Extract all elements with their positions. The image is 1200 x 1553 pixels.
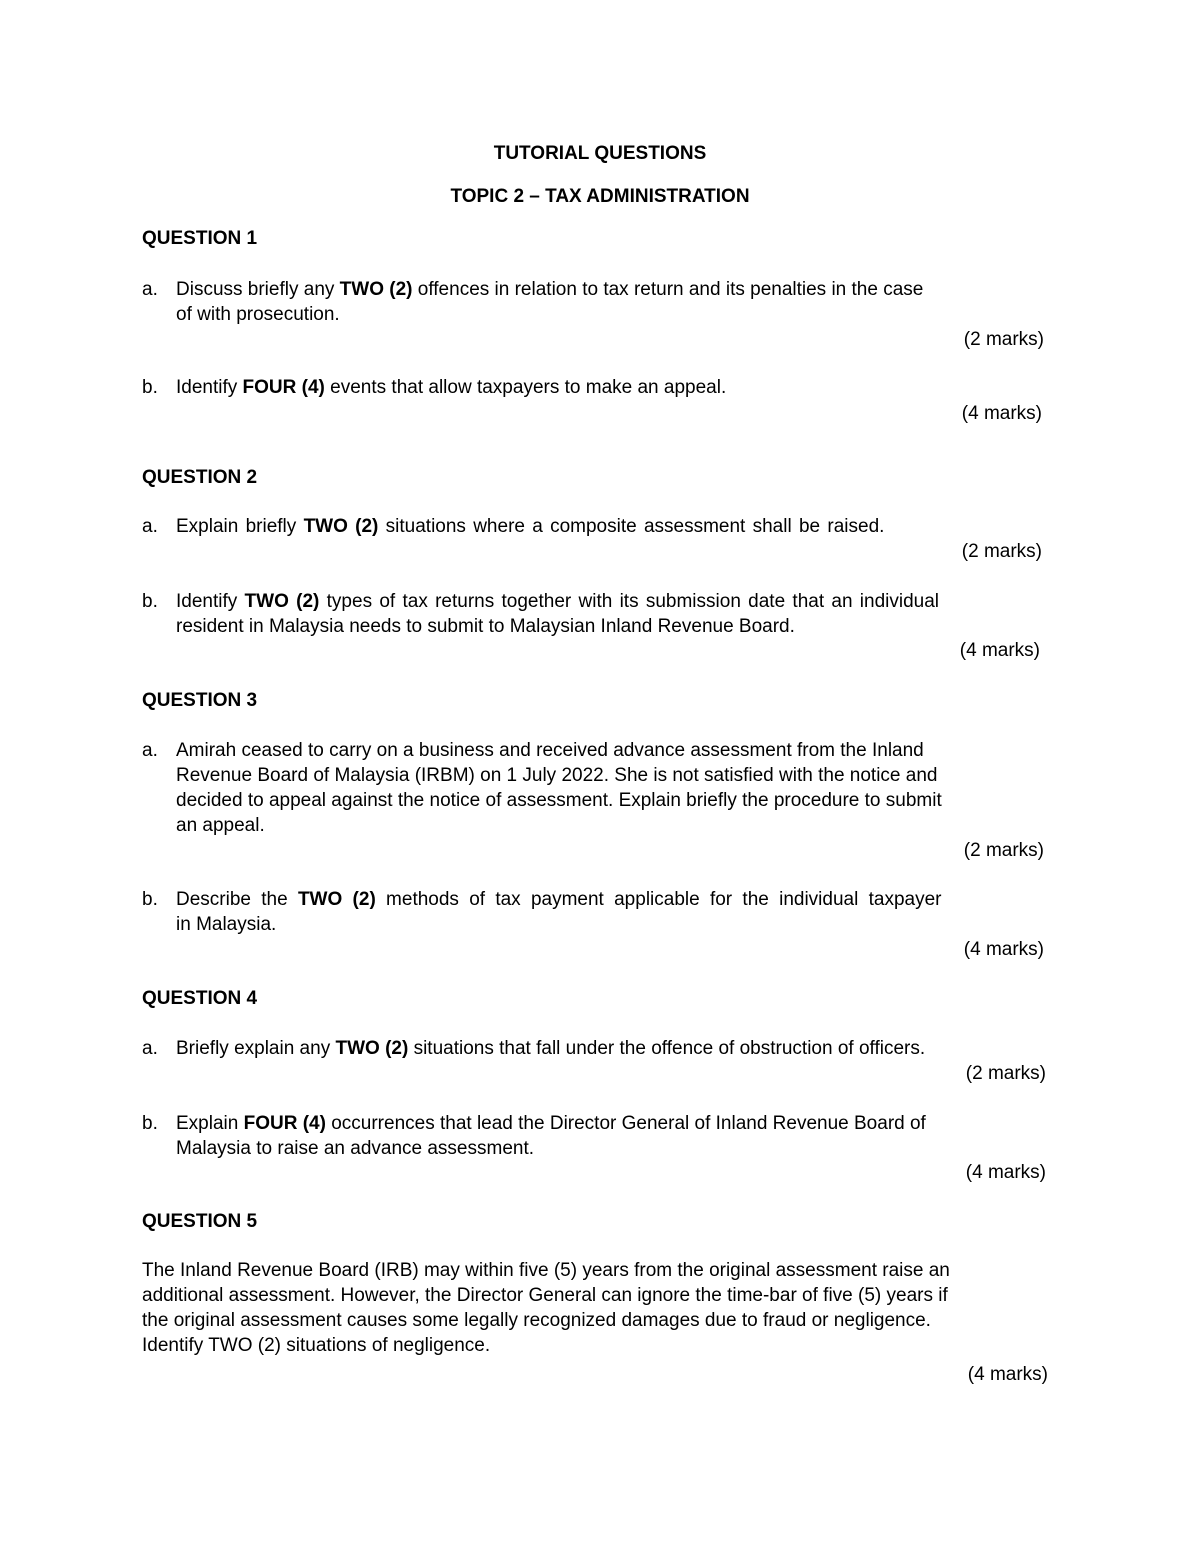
q4-a-letter: a.: [142, 1038, 158, 1059]
question-2-heading: QUESTION 2: [142, 467, 258, 488]
question-5-heading: QUESTION 5: [142, 1211, 258, 1232]
q2-b-line-1: Identify TWO (2) types of tax returns together with its submission date that an individual: [176, 591, 940, 612]
q4-b-letter: b.: [142, 1113, 158, 1134]
q1-b-line-1: Identify FOUR (4) events that allow taxpayers to make an appeal.: [176, 377, 727, 398]
q2-b-marks: (4 marks): [959, 640, 1040, 661]
question-3-heading: QUESTION 3: [142, 690, 258, 711]
document-title: TUTORIAL QUESTIONS: [493, 143, 707, 164]
question-1-heading: QUESTION 1: [142, 228, 258, 249]
topic-heading: TOPIC 2 – TAX ADMINISTRATION: [450, 186, 750, 207]
q3-b-line-1: Describe the TWO (2) methods of tax payment applicable for the individual taxpayer: [176, 889, 942, 910]
q3-a-line-4: an appeal.: [176, 815, 265, 836]
q4-a-marks: (2 marks): [965, 1063, 1046, 1084]
q2-b-letter: b.: [142, 591, 158, 612]
q4-b-marks: (4 marks): [965, 1162, 1046, 1183]
q1-b-letter: b.: [142, 377, 158, 398]
q1-a-marks: (2 marks): [963, 329, 1044, 350]
q2-a-line-1: Explain briefly TWO (2) situations where a composite assessment shall be raised.: [176, 516, 885, 537]
q4-a-line-1: Briefly explain any TWO (2) situations that fall under the offence of obstruction of officers.: [176, 1038, 926, 1059]
q2-a-marks: (2 marks): [961, 541, 1042, 562]
q3-a-letter: a.: [142, 740, 158, 761]
q3-a-line-2: Revenue Board of Malaysia (IRBM) on 1 July 2022. She is not satisfied with the notice and: [176, 765, 938, 786]
q5-line-4: Identify TWO (2) situations of negligence.: [142, 1335, 491, 1356]
q3-a-marks: (2 marks): [963, 840, 1044, 861]
q4-b-line-1: Explain FOUR (4) occurrences that lead the Director General of Inland Revenue Board of: [176, 1113, 926, 1134]
q2-b-line-2: resident in Malaysia needs to submit to Malaysian Inland Revenue Board.: [176, 616, 795, 637]
q3-a-line-3: decided to appeal against the notice of assessment. Explain briefly the procedure to submit: [176, 790, 942, 811]
q3-b-letter: b.: [142, 889, 158, 910]
q1-a-line-2: of with prosecution.: [176, 304, 340, 325]
q1-b-marks: (4 marks): [961, 403, 1042, 424]
q1-a-line-1: Discuss briefly any TWO (2) offences in relation to tax return and its penalties in the case: [176, 279, 924, 300]
q3-b-line-2: in Malaysia.: [176, 914, 277, 935]
q1-a-letter: a.: [142, 279, 158, 300]
q5-marks: (4 marks): [967, 1364, 1048, 1385]
q4-b-line-2: Malaysia to raise an advance assessment.: [176, 1138, 535, 1159]
q2-a-letter: a.: [142, 516, 158, 537]
q5-line-1: The Inland Revenue Board (IRB) may within five (5) years from the original assessment raise an: [142, 1260, 950, 1281]
q5-line-2: additional assessment. However, the Director General can ignore the time-bar of five (5) years if: [142, 1285, 948, 1306]
q3-b-marks: (4 marks): [963, 939, 1044, 960]
question-4-heading: QUESTION 4: [142, 988, 258, 1009]
q3-a-line-1: Amirah ceased to carry on a business and received advance assessment from the Inland: [176, 740, 924, 761]
q5-line-3: the original assessment causes some legally recognized damages due to fraud or negligence.: [142, 1310, 931, 1331]
